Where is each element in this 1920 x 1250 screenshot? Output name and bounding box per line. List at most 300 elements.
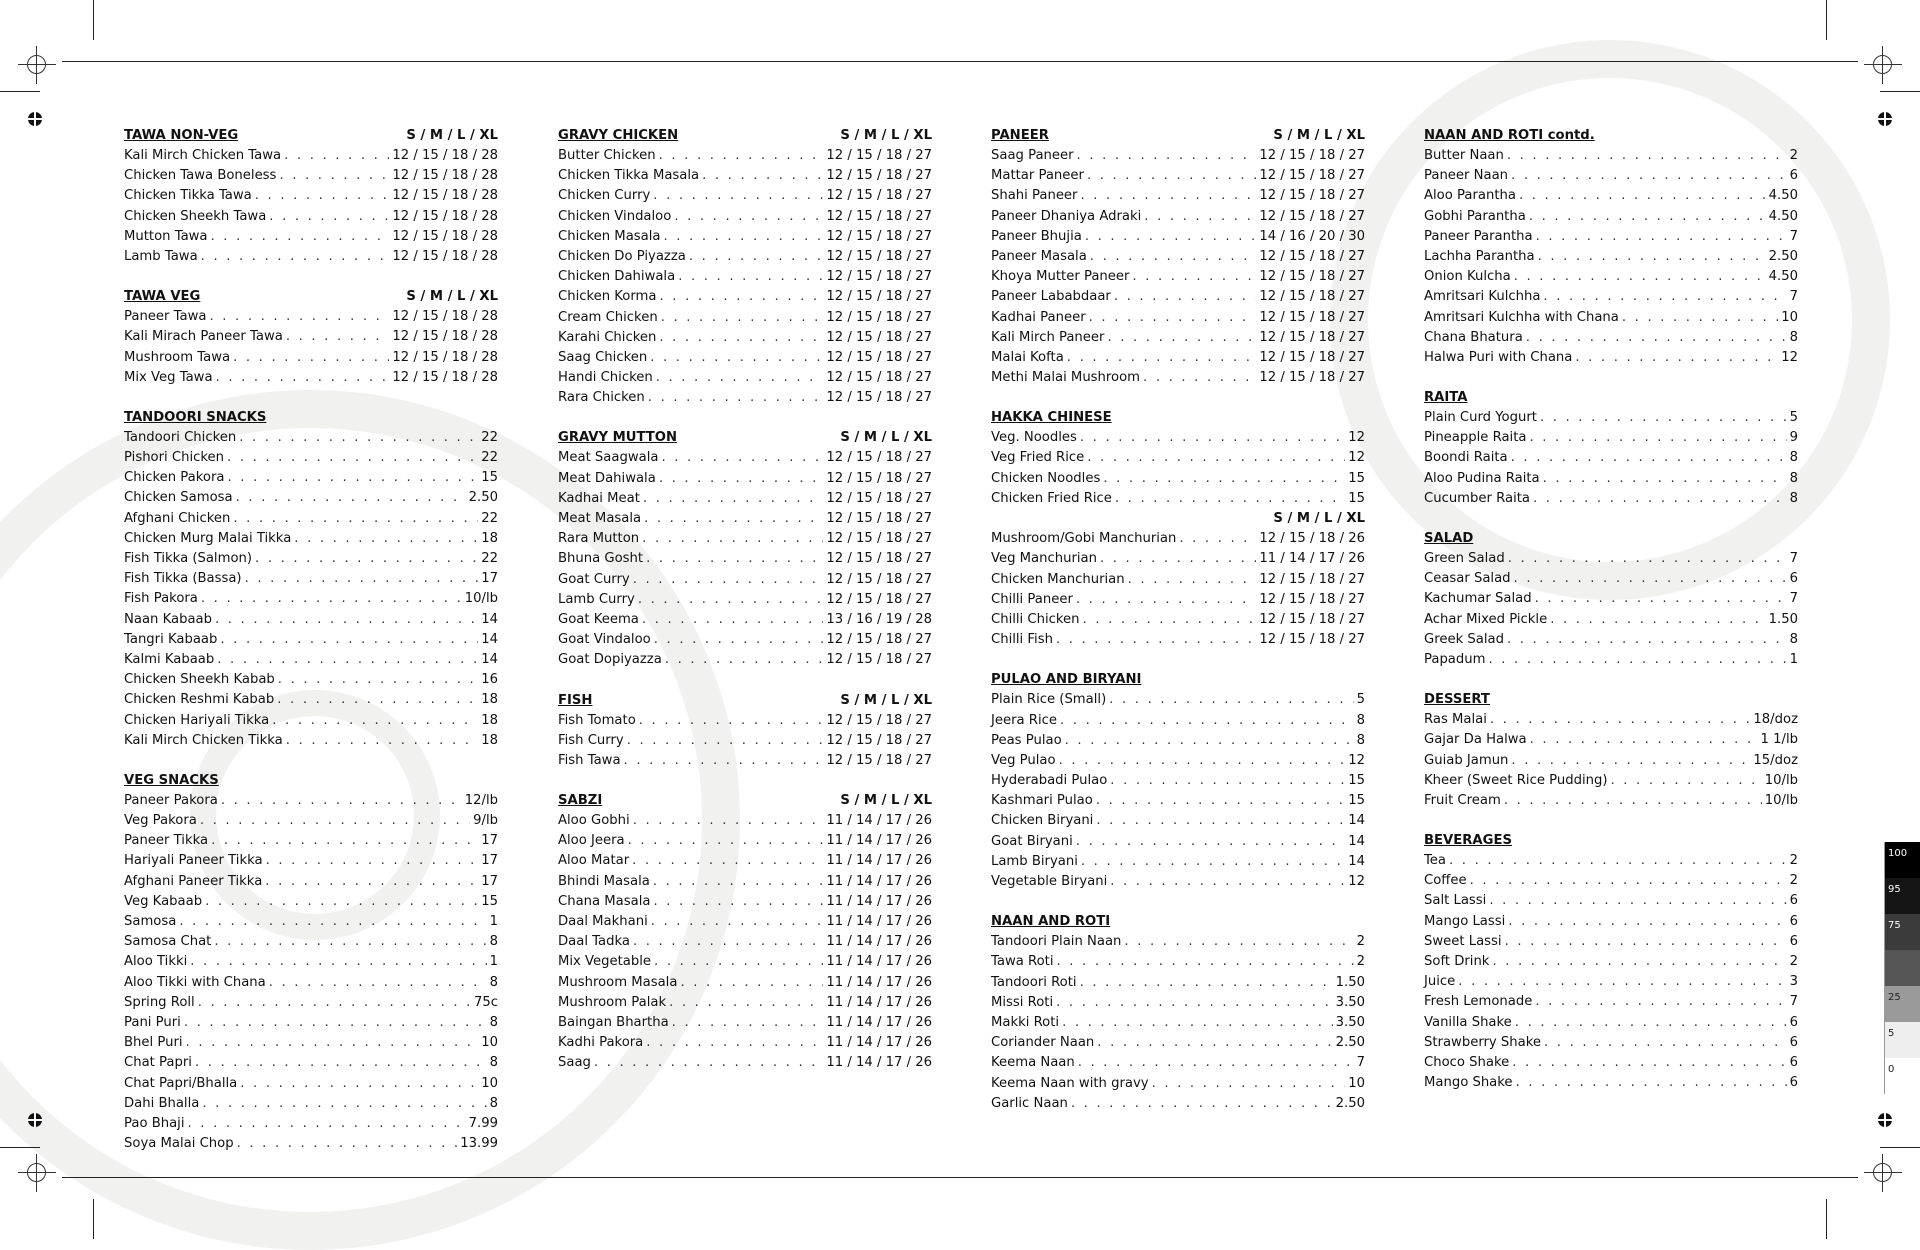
item-price: 12 / 15 / 18 / 27: [826, 591, 932, 607]
size-legend: S / M / L / XL: [840, 128, 932, 143]
dot-leader: [209, 307, 389, 327]
menu-column-4: [1424, 126, 1798, 1113]
dot-leader: [1110, 872, 1345, 892]
dot-leader: [215, 610, 478, 630]
dot-leader: [201, 589, 462, 609]
menu-item: [991, 146, 1365, 166]
item-name: Vegetable Biryani: [991, 874, 1108, 889]
item-name: Shahi Paneer: [991, 188, 1078, 204]
item-price: 11 / 14 / 17 / 26: [826, 994, 932, 1010]
dot-leader: [269, 207, 389, 227]
item-price: 18: [481, 692, 498, 708]
item-name: Chicken Sheekh Kabab: [124, 672, 275, 688]
dot-leader: [638, 590, 824, 610]
menu-item: [991, 811, 1365, 831]
menu-section: [124, 126, 498, 267]
size-legend: S / M / L / XL: [840, 793, 932, 809]
item-name: Kashmari Pulao: [991, 793, 1093, 809]
menu-item: [124, 368, 498, 388]
item-price: 14: [1348, 833, 1365, 849]
item-name: Paneer Tawa: [124, 309, 207, 325]
menu-item: [558, 590, 932, 610]
trim-line-bottom: [62, 1177, 1858, 1178]
menu-item: [558, 509, 932, 529]
menu-item: [558, 348, 932, 368]
dot-leader: [1508, 549, 1787, 569]
item-price: 6: [1789, 913, 1798, 929]
menu-item: [991, 227, 1365, 247]
item-name: Veg. Noodles: [991, 430, 1077, 446]
item-name: Paneer Parantha: [1424, 228, 1533, 244]
item-price: 2: [1789, 954, 1798, 969]
dot-leader: [236, 488, 466, 508]
dot-leader: [1056, 993, 1333, 1013]
dot-leader: [1065, 731, 1354, 751]
section-header: [991, 126, 1365, 146]
menu-item: [124, 1053, 498, 1073]
item-price: 11 / 14 / 17 / 26: [826, 893, 932, 909]
item-name: Meat Masala: [558, 511, 642, 526]
item-name: Plain Rice (Small): [991, 692, 1107, 708]
item-name: Veg Manchurian: [991, 551, 1097, 567]
menu-item: [124, 448, 498, 468]
size-legend: S / M / L / XL: [840, 430, 932, 446]
crop-mark: [93, 0, 94, 40]
item-price: 6: [1789, 933, 1798, 949]
menu-item: [124, 348, 498, 368]
section-header: [558, 428, 932, 448]
item-price: 8: [1789, 450, 1798, 466]
dot-leader: [633, 570, 824, 590]
dot-leader: [659, 146, 824, 166]
dot-leader: [245, 569, 479, 589]
menu-item: [558, 892, 932, 912]
item-name: Garlic Naan: [991, 1095, 1068, 1111]
dot-leader: [1087, 166, 1256, 186]
item-name: Kachumar Salad: [1424, 591, 1532, 607]
item-price: 2.50: [1768, 248, 1798, 264]
dot-leader: [654, 630, 824, 650]
target-dot-icon: [1878, 1113, 1892, 1127]
item-price: 8: [1356, 712, 1365, 728]
menu-item: [124, 932, 498, 952]
menu-item: [124, 973, 498, 993]
crop-mark: [1826, 1199, 1827, 1239]
dot-leader: [702, 166, 823, 186]
menu-item: [1424, 589, 1798, 609]
dot-leader: [1085, 227, 1257, 247]
item-name: Lachha Parantha: [1424, 248, 1535, 264]
density-swatch: 75: [1884, 914, 1920, 950]
item-name: Aloo Parantha: [1424, 188, 1516, 204]
menu-item: [558, 811, 932, 831]
item-price: 12 / 15 / 18 / 27: [1259, 248, 1365, 264]
menu-item: [124, 549, 498, 569]
item-price: 12/lb: [464, 792, 498, 808]
menu-section: [1424, 126, 1798, 368]
item-name: Ceasar Salad: [1424, 571, 1511, 587]
item-name: Chicken Dahiwala: [558, 269, 676, 285]
item-name: Lamb Biryani: [991, 853, 1078, 869]
item-price: 11 / 14 / 17 / 26: [826, 853, 932, 869]
dot-leader: [211, 831, 478, 851]
item-name: Mushroom Tawa: [124, 349, 231, 365]
dot-leader: [286, 327, 390, 347]
item-name: Paneer Naan: [1424, 168, 1509, 184]
item-price: 12 / 15 / 18 / 27: [826, 248, 932, 264]
item-name: Chana Bhatura: [1424, 329, 1523, 345]
item-price: 12 / 15 / 18 / 27: [826, 531, 932, 547]
item-name: Chicken Fried Rice: [991, 490, 1112, 506]
item-price: 3.50: [1335, 1014, 1365, 1030]
menu-item: [991, 368, 1365, 388]
item-name: Choco Shake: [1424, 1054, 1510, 1070]
menu-item: [991, 207, 1365, 227]
item-price: 12: [1348, 752, 1365, 768]
menu-item: [1424, 630, 1798, 650]
menu-section: [1424, 388, 1798, 509]
item-price: 15/doz: [1753, 752, 1798, 768]
dot-leader: [240, 1074, 478, 1094]
item-price: 3.50: [1335, 994, 1365, 1010]
dot-leader: [1144, 207, 1256, 227]
density-swatch: 25: [1884, 986, 1920, 1022]
size-legend: S / M / L / XL: [840, 692, 932, 708]
menu-item: [124, 630, 498, 650]
menu-item: [124, 1114, 498, 1134]
item-name: Butter Chicken: [558, 148, 656, 163]
item-price: 12 / 15 / 18 / 27: [1259, 611, 1365, 627]
menu-item: [991, 267, 1365, 287]
item-price: 12 / 15 / 18 / 28: [392, 248, 498, 264]
item-price: 17: [481, 873, 498, 889]
item-price: 12 / 15 / 18 / 28: [392, 329, 498, 345]
item-name: Chicken Samosa: [124, 490, 233, 506]
item-name: Makki Roti: [991, 1014, 1060, 1030]
item-name: Fresh Lemonade: [1424, 994, 1533, 1010]
item-price: 12 / 15 / 18 / 27: [826, 208, 932, 224]
item-name: Saag Chicken: [558, 349, 648, 365]
item-name: Fish Pakora: [124, 591, 198, 607]
item-name: Tangri Kabaab: [124, 631, 218, 647]
menu-item: [1424, 791, 1798, 811]
menu-item: [124, 993, 498, 1013]
dot-leader: [201, 247, 390, 267]
item-name: Kadhi Pakora: [558, 1035, 644, 1051]
dot-leader: [656, 368, 824, 388]
menu-item: [124, 1033, 498, 1053]
item-name: Aloo Gobhi: [558, 813, 630, 829]
target-dot-icon: [1878, 112, 1892, 126]
item-price: 6: [1789, 1034, 1798, 1050]
item-price: 12 / 15 / 18 / 27: [1259, 148, 1365, 163]
dot-leader: [233, 509, 478, 529]
item-price: 12 / 15 / 18 / 28: [392, 188, 498, 204]
menu-item: [991, 1074, 1365, 1094]
dot-leader: [1076, 832, 1345, 852]
menu-section: [558, 126, 932, 408]
menu-item: [1424, 227, 1798, 247]
item-name: Paneer Lababdaar: [991, 289, 1111, 305]
item-price: 22: [481, 429, 498, 445]
item-name: Meat Saagwala: [558, 450, 659, 466]
dot-leader: [1097, 1033, 1332, 1053]
dot-leader: [1080, 973, 1333, 993]
dot-leader: [674, 207, 823, 227]
menu-item: [991, 287, 1365, 307]
item-name: Spring Roll: [124, 994, 195, 1010]
item-name: Afghani Paneer Tikka: [124, 873, 263, 889]
item-price: 3: [1789, 974, 1798, 990]
menu-item: [558, 489, 932, 509]
menu-item: [1424, 972, 1798, 992]
menu-item: [991, 731, 1365, 751]
menu-item: [1424, 952, 1798, 972]
menu-item: [124, 589, 498, 609]
item-name: Goat Vindaloo: [558, 632, 651, 648]
menu-item: [558, 993, 932, 1013]
menu-item: [124, 247, 498, 267]
dot-leader: [214, 932, 486, 952]
menu-item: [991, 489, 1365, 509]
item-price: 5: [1356, 692, 1365, 708]
dot-leader: [1610, 771, 1761, 791]
item-name: Baingan Bhartha: [558, 1014, 669, 1030]
menu-item: [1424, 489, 1798, 509]
target-dot-icon: [28, 112, 42, 126]
menu-item: [558, 570, 932, 590]
item-name: Amritsari Kulchha: [1424, 289, 1541, 305]
dot-leader: [188, 1114, 466, 1134]
section-title: TANDOORI SNACKS: [124, 409, 267, 425]
dot-leader: [642, 610, 824, 630]
dot-leader: [217, 650, 478, 670]
menu-item: [991, 448, 1365, 468]
item-price: 12 / 15 / 18 / 27: [1259, 571, 1365, 587]
menu-section: [1424, 831, 1798, 1093]
menu-item: [558, 610, 932, 630]
menu-item: [558, 529, 932, 549]
menu-item: [991, 610, 1365, 630]
item-name: Goat Keema: [558, 611, 639, 627]
menu-item: [558, 1053, 932, 1073]
section-title: PULAO AND BIRYANI: [991, 672, 1142, 688]
item-price: 7: [1789, 994, 1798, 1010]
menu-item: [1424, 287, 1798, 307]
item-price: 18: [481, 732, 498, 748]
item-name: Greek Salad: [1424, 631, 1504, 647]
item-name: Chicken Curry: [558, 188, 651, 204]
item-name: Mushroom Masala: [558, 974, 678, 990]
menu-item: [991, 751, 1365, 771]
item-name: Paneer Tikka: [124, 833, 209, 849]
dot-leader: [1544, 1033, 1787, 1053]
item-name: Chicken Masala: [558, 228, 661, 244]
item-name: Kali Mirch Chicken Tawa: [124, 148, 282, 163]
dot-leader: [1505, 932, 1787, 952]
item-name: Mix Veg Tawa: [124, 369, 213, 385]
dot-leader: [1124, 932, 1353, 952]
menu-section: [991, 912, 1365, 1114]
dot-leader: [1077, 146, 1257, 166]
menu-section: [558, 428, 932, 670]
item-price: 8: [1789, 490, 1798, 506]
item-price: 14 / 16 / 20 / 30: [1259, 228, 1365, 244]
item-name: Aloo Jeera: [558, 833, 625, 849]
item-name: Coffee: [1424, 873, 1467, 889]
item-name: Fish Tawa: [558, 752, 621, 768]
dot-leader: [651, 912, 824, 932]
dot-leader: [228, 468, 479, 488]
menu-item: [991, 973, 1365, 993]
item-name: Juice: [1424, 974, 1456, 990]
item-name: Cucumber Raita: [1424, 490, 1530, 506]
item-price: 12 / 15 / 18 / 27: [826, 752, 932, 768]
crop-mark: [1880, 91, 1920, 92]
item-name: Gajar Da Halwa: [1424, 732, 1527, 748]
dot-leader: [633, 932, 823, 952]
menu-item: [124, 468, 498, 488]
dot-leader: [186, 1033, 479, 1053]
item-name: Fruit Cream: [1424, 792, 1501, 808]
crop-mark: [93, 1199, 94, 1239]
dot-leader: [1056, 952, 1353, 972]
item-price: 12 / 15 / 18 / 27: [826, 289, 932, 305]
density-swatch: 0: [1884, 1058, 1920, 1094]
menu-item: [1424, 730, 1798, 750]
dot-leader: [1087, 448, 1345, 468]
item-name: Guiab Jamun: [1424, 752, 1509, 768]
item-name: Chicken Tawa Boneless: [124, 168, 277, 184]
section-title: RAITA: [1424, 390, 1468, 406]
dot-leader: [661, 448, 823, 468]
item-price: 2: [1789, 873, 1798, 889]
dot-leader: [1508, 912, 1786, 932]
item-name: Kadhai Paneer: [991, 309, 1086, 325]
menu-item: [991, 711, 1365, 731]
item-price: 11 / 14 / 17 / 26: [826, 1055, 932, 1071]
dot-leader: [1543, 469, 1787, 489]
section-header: [124, 408, 498, 428]
item-name: Paneer Pakora: [124, 792, 218, 808]
dot-leader: [680, 973, 823, 993]
menu-item: [1424, 328, 1798, 348]
density-swatch: [1884, 950, 1920, 986]
size-legend: S / M / L / XL: [406, 128, 498, 143]
dot-leader: [1511, 448, 1787, 468]
item-price: 14: [1348, 813, 1365, 829]
dot-leader: [286, 731, 478, 751]
item-price: 12: [1348, 430, 1365, 446]
item-price: 12 / 15 / 18 / 27: [826, 470, 932, 486]
dot-leader: [1132, 267, 1256, 287]
item-name: Fish Curry: [558, 732, 624, 748]
item-name: Chilli Chicken: [991, 611, 1080, 627]
menu-item: [1424, 448, 1798, 468]
item-name: Fish Tikka (Bassa): [124, 571, 242, 587]
item-price: 6: [1789, 893, 1798, 909]
item-price: 6: [1789, 1014, 1798, 1030]
item-price: 10: [481, 1035, 498, 1051]
dot-leader: [1535, 992, 1786, 1012]
menu-item: [558, 731, 932, 751]
dot-leader: [669, 993, 823, 1013]
dot-leader: [660, 287, 824, 307]
item-name: Mutton Tawa: [124, 228, 208, 244]
menu-item: [558, 711, 932, 731]
item-name: Strawberry Shake: [1424, 1034, 1542, 1050]
section-title: VEG SNACKS: [124, 772, 219, 788]
menu-item: [1424, 992, 1798, 1012]
item-name: Achar Mixed Pickle: [1424, 611, 1548, 627]
section-header: [558, 126, 932, 146]
item-name: Sweet Lassi: [1424, 933, 1502, 949]
dot-leader: [1511, 751, 1750, 771]
menu-item: [991, 186, 1365, 206]
section-header: [1424, 690, 1798, 710]
item-name: Paneer Bhujia: [991, 228, 1082, 244]
menu-item: [124, 509, 498, 529]
item-price: 15: [1348, 773, 1365, 789]
menu-item: [558, 469, 932, 489]
item-price: 16: [481, 672, 498, 688]
menu-item: [124, 1134, 498, 1154]
item-price: 9/lb: [473, 813, 498, 829]
item-price: 12 / 15 / 18 / 26: [1259, 531, 1365, 547]
menu-item: [558, 267, 932, 287]
item-price: 8: [1789, 329, 1798, 345]
item-name: Aloo Matar: [558, 853, 630, 869]
item-name: Karahi Chicken: [558, 329, 657, 345]
item-name: Halwa Puri with Chana: [1424, 349, 1573, 365]
item-price: 12 / 15 / 18 / 27: [826, 148, 932, 163]
menu-item: [1424, 610, 1798, 630]
item-name: Bhel Puri: [124, 1035, 183, 1051]
item-price: 12 / 15 / 18 / 28: [392, 208, 498, 224]
dot-leader: [1060, 711, 1354, 731]
section-header: [1424, 529, 1798, 549]
section-title: GRAVY MUTTON: [558, 430, 678, 446]
menu-section: [991, 670, 1365, 892]
item-price: 2.50: [1335, 1035, 1365, 1051]
item-name: Pani Puri: [124, 1014, 181, 1030]
registration-mark-icon: [24, 1160, 50, 1186]
menu-item: [124, 851, 498, 871]
section-title: SABZI: [558, 793, 603, 809]
section-title: NAAN AND ROTI: [991, 914, 1111, 930]
menu-item: [558, 851, 932, 871]
dot-leader: [278, 670, 478, 690]
item-name: Mix Vegetable: [558, 954, 652, 970]
crop-mark: [0, 1147, 40, 1148]
item-price: 12 / 15 / 18 / 27: [1259, 329, 1365, 345]
dot-leader: [265, 872, 478, 892]
menu-item: [124, 811, 498, 831]
item-name: Handi Chicken: [558, 370, 653, 386]
menu-item: [1424, 1073, 1798, 1093]
trim-line-top: [62, 61, 1858, 62]
item-name: Green Salad: [1424, 551, 1505, 566]
item-name: Kali Mirch Paneer: [991, 329, 1105, 345]
dot-leader: [1449, 851, 1787, 871]
dot-leader: [277, 690, 478, 710]
item-name: Veg Pakora: [124, 813, 197, 829]
item-price: 12 / 15 / 18 / 27: [826, 450, 932, 466]
item-price: 7: [1789, 591, 1798, 607]
dot-leader: [179, 912, 486, 932]
item-name: Lamb Tawa: [124, 248, 198, 264]
item-name: Soya Malai Chop: [124, 1136, 234, 1152]
